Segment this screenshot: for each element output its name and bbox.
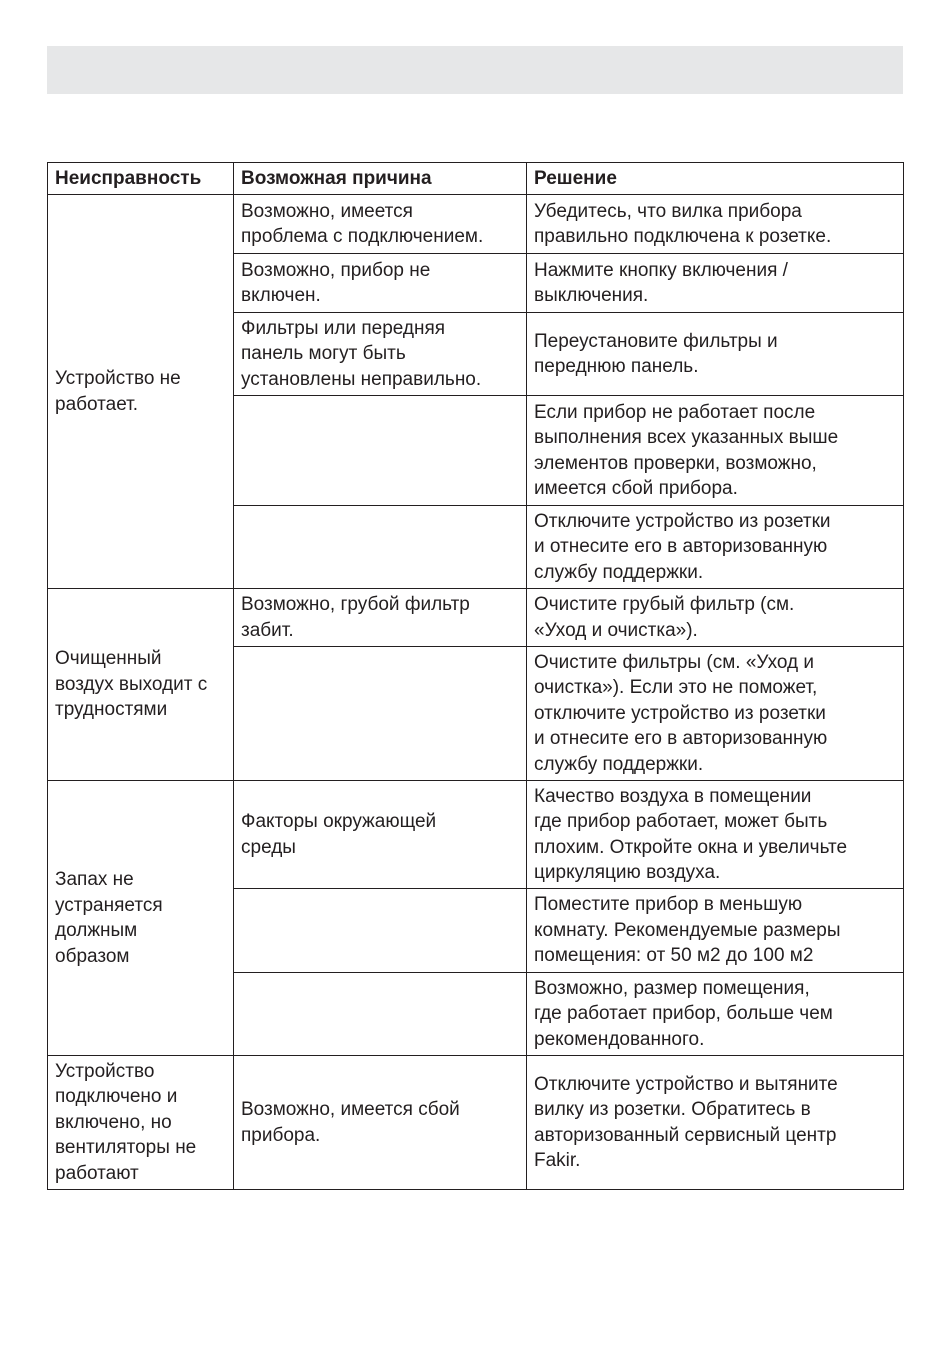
problem-cell: Устройство не работает. xyxy=(48,195,234,589)
cause-cell xyxy=(234,889,527,973)
solution-cell: Поместите прибор в меньшую комнату. Рекомендуемые размеры помещения: от 50 м2 до 100 м2 xyxy=(527,889,904,973)
solution-cell: Очистите фильтры (см. «Уход и очистка»). Если это не поможет, отключите устройство из розетки и отнесите его в авторизованную службу поддержки. xyxy=(527,647,904,781)
section-header-bar xyxy=(47,46,903,94)
cause-cell xyxy=(234,973,527,1056)
cause-cell xyxy=(234,647,527,781)
solution-cell: Отключите устройство из розетки и отнесите его в авторизованную службу поддержки. xyxy=(527,506,904,589)
solution-cell: Переустановите фильтры и переднюю панель. xyxy=(527,313,904,396)
cause-cell: Факторы окружающей среды xyxy=(234,781,527,889)
cause-cell: Возможно, имеется проблема с подключением. xyxy=(234,195,527,254)
solution-cell: Убедитесь, что вилка прибора правильно подключена к розетке. xyxy=(527,195,904,254)
column-header-problem: Неисправность xyxy=(48,163,234,195)
solution-cell: Возможно, размер помещения, где работает прибор, больше чем рекомендованного. xyxy=(527,973,904,1056)
cause-cell: Возможно, грубой фильтр забит. xyxy=(234,589,527,647)
cause-cell: Возможно, прибор не включен. xyxy=(234,254,527,313)
problem-cell: Очищенный воздух выходит с трудностями xyxy=(48,589,234,781)
column-header-solution: Решение xyxy=(527,163,904,195)
solution-cell: Очистите грубый фильтр (см. «Уход и очистка»). xyxy=(527,589,904,647)
troubleshooting-table xyxy=(47,162,904,1190)
solution-cell: Отключите устройство и вытяните вилку из розетки. Обратитесь в авторизованный сервисный центр Fakir. xyxy=(527,1056,904,1190)
table-row xyxy=(48,589,904,647)
problem-cell: Запах не устраняется должным образом xyxy=(48,781,234,1056)
solution-cell: Если прибор не работает после выполнения всех указанных выше элементов проверки, возможно, имеется сбой прибора. xyxy=(527,396,904,506)
cause-cell: Возможно, имеется сбой прибора. xyxy=(234,1056,527,1190)
solution-cell: Нажмите кнопку включения / выключения. xyxy=(527,254,904,313)
cause-cell xyxy=(234,506,527,589)
table-row xyxy=(48,1056,904,1190)
solution-cell: Качество воздуха в помещении где прибор работает, может быть плохим. Откройте окна и увеличьте циркуляцию воздуха. xyxy=(527,781,904,889)
table-row xyxy=(48,781,904,889)
problem-cell: Устройство подключено и включено, но вентиляторы не работают xyxy=(48,1056,234,1190)
cause-cell xyxy=(234,396,527,506)
table-row xyxy=(48,195,904,254)
cause-cell: Фильтры или передняя панель могут быть установлены неправильно. xyxy=(234,313,527,396)
table-header-row xyxy=(48,163,904,195)
column-header-cause: Возможная причина xyxy=(234,163,527,195)
